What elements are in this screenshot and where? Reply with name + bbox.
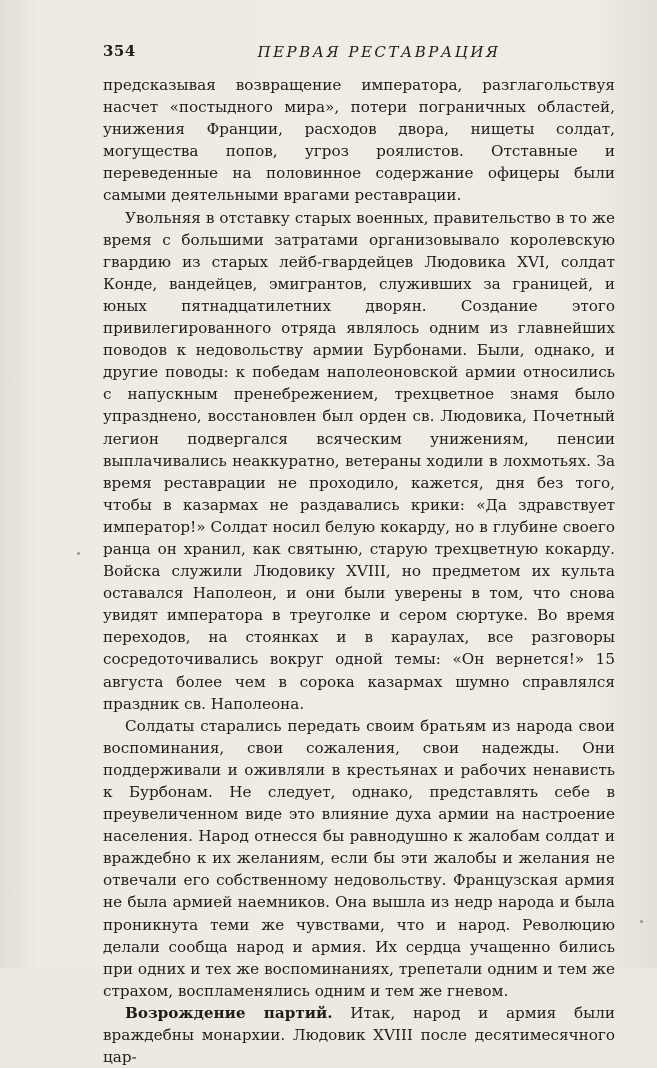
paragraph-text: Увольняя в отставку старых военных, правительство в то же время с большими затратами организовывало королевскую гвардию из старых лейб-гвардейцев Людовика XVI, солдат Конде, вандейцев, эмигрантов, служивших за границей, и юных пятнадцатилетних дворян. Создание этого привилегированного отряда являлось одним из главнейших поводов к недовольству армии Бурбонами. Были, однако, и другие поводы: к победам наполеоновской армии относились с напускным пренебрежением, трехцветное знамя было упразднено, восстановлен был орден св. Людовика, Почетный легион подвергался всяческим унижениям, пенсии выплачивались неаккуратно, ветераны ходили в лохмотьях. За время реставрации не проходило, кажется, дня без того, чтобы в казармах не раздавались крики: «Да здравствует император!» Солдат носил белую кокарду, но в глубине своего ранца он хранил, как святыню, старую трехцветную кокарду. Войска служили Людовику XVIII, но предметом их культа оставался Наполеон, и они были уверены в том, что снова увидят императора в треуголке и сером сюртуке. Во время переходов, на стоянках и в караулах, все разговоры сосредоточивались вокруг одной темы: «Он вернется!» 15 августа более чем в сорока казармах шумно справлялся праздник св. Наполеона. [103, 208, 615, 713]
paragraph-3 [103, 715, 615, 1002]
paragraph-text: предсказывая возвращение императора, разглагольствуя насчет «постыдного мира», потери пограничных областей, унижения Франции, расходов двора, нищеты солдат, могущества попов, угроз роялистов. Отставные и переведенные на половинное содержание офицеры были самыми деятельными врагами реставрации. [103, 76, 615, 205]
paper-speck [640, 920, 643, 923]
paragraph-text: Солдаты старались передать своим братьям из народа свои воспоминания, свои сожаления, свои надежды. Они поддерживали и оживляли в крестьянах и рабочих ненависть к Бурбонам. Не следует, однако, представлять себе в преувеличенном виде это влияние духа армии на настроение населения. Народ отнесся бы равнодушно к жалобам солдат и враждебно к их желаниям, если бы эти жалобы и желания не отвечали его собственному недовольству. Французская армия не была армией наемников. Она вышла из недр народа и была проникнута теми же чувствами, что и народ. Революцию делали сообща народ и армия. Их сердца учащенно бились при одних и тех же воспоминаниях, трепетали одним и тем же страхом, воспламенялись одним и тем же гневом. [103, 716, 615, 1000]
page-number: 354 [103, 42, 136, 60]
paper-speck [77, 552, 80, 555]
paragraph-4 [103, 1002, 615, 1068]
paragraph-2 [103, 207, 615, 715]
section-run-in-heading: Возрождение партий. [125, 1003, 333, 1022]
running-title: ПЕРВАЯ РЕСТАВРАЦИЯ [257, 43, 501, 61]
paragraph-1 [103, 74, 615, 207]
body-text [103, 74, 615, 1068]
page-header [103, 42, 615, 64]
paragraph-text: Итак, народ и армия были враждебны монархии. Людовик XVIII после десятимесячного цар- [103, 1003, 615, 1067]
